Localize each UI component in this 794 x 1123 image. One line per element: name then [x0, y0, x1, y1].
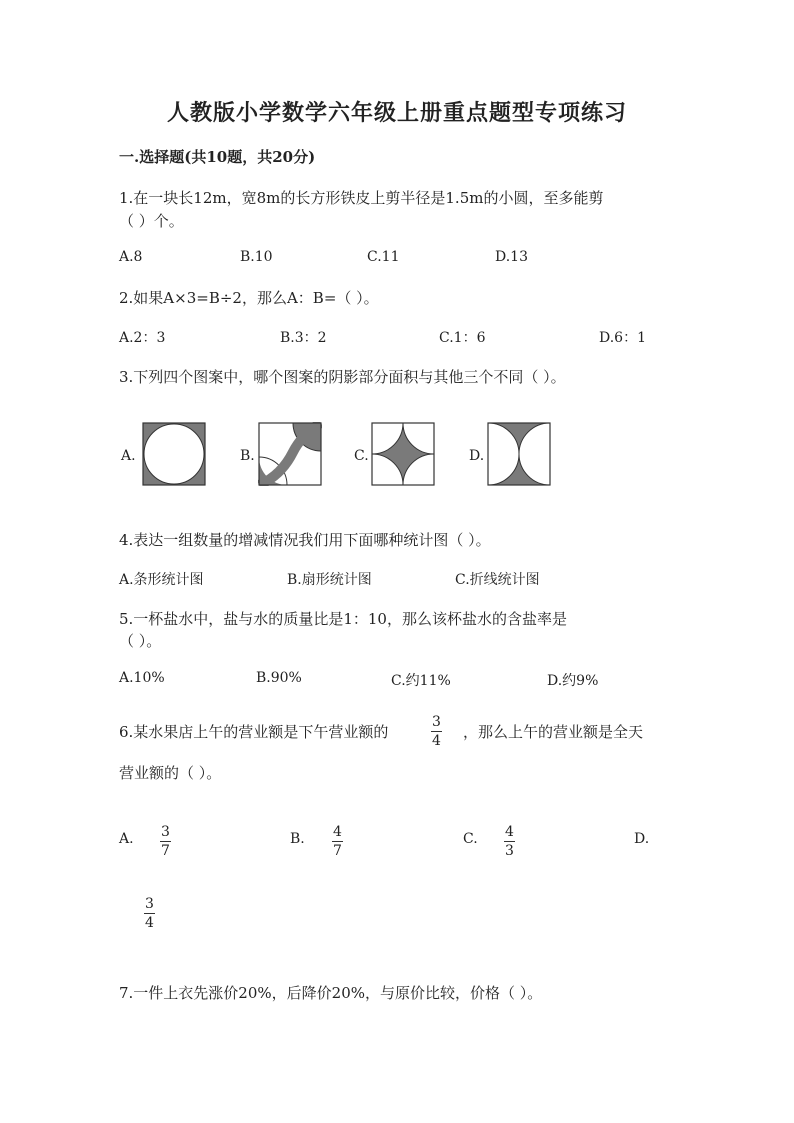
fraction-numerator: 4	[505, 824, 514, 840]
question-4-text: 4.表达一组数量的增减情况我们用下面哪种统计图（ ）。	[119, 531, 491, 549]
fraction-bar	[144, 913, 155, 914]
question-2-text: 2.如果A×3=B÷2，那么A：B=（ ）。	[119, 289, 379, 307]
question-6-fraction	[431, 714, 442, 749]
question-1-option-c[interactable]: C.11	[367, 249, 400, 265]
question-4-option-c[interactable]: C.折线统计图	[455, 572, 540, 588]
question-5-option-b[interactable]: B.90%	[256, 670, 302, 686]
question-6-text-end: ，那么上午的营业额是全天	[463, 723, 644, 741]
question-6-option-d-fraction[interactable]	[144, 896, 155, 931]
question-2-option-c[interactable]: C.1：6	[439, 330, 486, 346]
question-3-text: 3.下列四个图案中，哪个图案的阴影部分面积与其他三个不同（ ）。	[119, 368, 566, 386]
figure-a-circle-in-square[interactable]	[142, 422, 206, 486]
question-6-option-c-label[interactable]: C.	[463, 831, 478, 847]
question-5-option-d[interactable]: D.约9%	[547, 673, 599, 689]
question-1-option-a[interactable]: A.8	[119, 249, 143, 265]
question-7-text: 7.一件上衣先涨价20%，后降价20%，与原价比较，价格（ ）。	[119, 984, 543, 1002]
question-6-option-b-fraction[interactable]	[332, 824, 343, 859]
figure-d-semicircles[interactable]	[487, 422, 551, 486]
question-2-option-d[interactable]: D.6：1	[599, 330, 646, 346]
fraction-numerator: 3	[161, 824, 170, 840]
question-6-option-c-fraction[interactable]	[504, 824, 515, 859]
question-5-text: 5.一杯盐水中，盐与水的质量比是1：10，那么该杯盐水的含盐率是	[119, 610, 567, 628]
fraction-denominator: 4	[145, 915, 154, 931]
fraction-denominator: 7	[333, 843, 342, 859]
figure-b-label: B.	[240, 448, 255, 464]
section-heading: 一.选择题(共10题，共20分)	[119, 148, 316, 166]
question-6-option-a-label[interactable]: A.	[119, 831, 134, 847]
fraction-denominator: 7	[161, 843, 170, 859]
figure-b-quarter-circles[interactable]	[258, 422, 322, 486]
question-4-option-b[interactable]: B.扇形统计图	[287, 572, 372, 588]
fraction-bar	[160, 841, 171, 842]
fraction-bar	[504, 841, 515, 842]
figure-c-star-shape[interactable]	[371, 422, 435, 486]
figure-c-label: C.	[354, 448, 369, 464]
question-6-option-b-label[interactable]: B.	[290, 831, 305, 847]
question-2-option-b[interactable]: B.3：2	[280, 330, 327, 346]
page-title: 人教版小学数学六年级上册重点题型专项练习	[166, 100, 627, 126]
question-5-option-a[interactable]: A.10%	[119, 670, 165, 686]
fraction-denominator: 3	[505, 843, 514, 859]
fraction-numerator: 3	[432, 714, 441, 730]
fraction-numerator: 4	[333, 824, 342, 840]
question-1-blank: （ ）个。	[119, 212, 184, 230]
question-1-option-d[interactable]: D.13	[495, 249, 528, 265]
question-1-text: 1.在一块长12m，宽8m的长方形铁皮上剪半径是1.5m的小圆，至多能剪	[119, 189, 604, 207]
question-2-option-a[interactable]: A.2：3	[119, 330, 166, 346]
question-5-blank: （ ）。	[119, 632, 162, 650]
question-6-text-start: 6.某水果店上午的营业额是下午营业额的	[119, 723, 389, 741]
question-6-blank: 营业额的（ ）。	[119, 764, 222, 782]
fraction-bar	[332, 841, 343, 842]
question-1-option-b[interactable]: B.10	[240, 249, 273, 265]
fraction-numerator: 3	[145, 896, 154, 912]
figure-a-label: A.	[121, 448, 136, 464]
question-6-option-a-fraction[interactable]	[160, 824, 171, 859]
figure-d-label: D.	[469, 448, 485, 464]
question-6-option-d-label[interactable]: D.	[634, 831, 650, 847]
fraction-denominator: 4	[432, 733, 441, 749]
question-4-option-a[interactable]: A.条形统计图	[119, 572, 204, 588]
fraction-bar	[431, 731, 442, 732]
question-5-option-c[interactable]: C.约11%	[391, 673, 451, 689]
